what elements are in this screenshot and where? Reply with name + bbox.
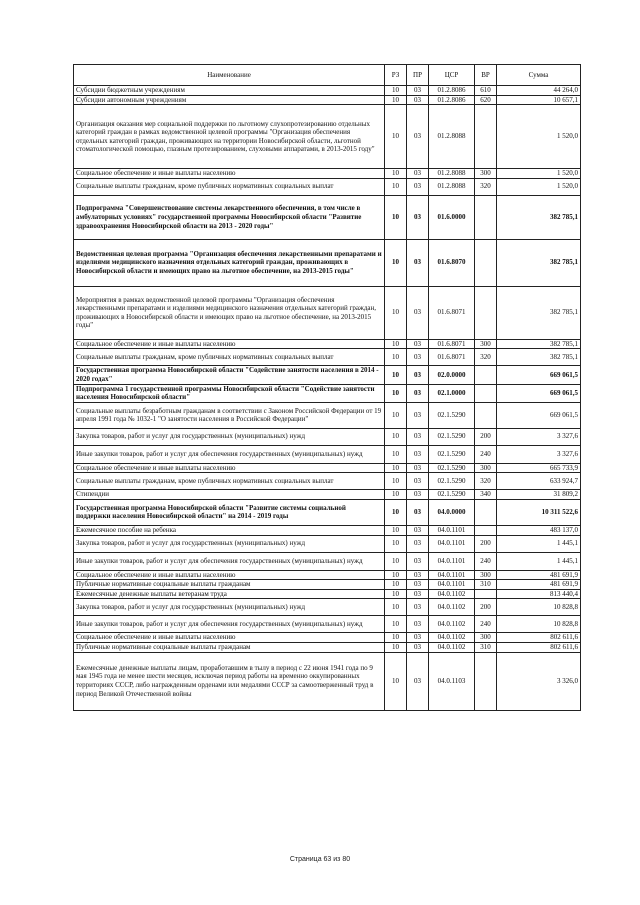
cell-sum: 1 520,0 [497, 178, 581, 195]
cell-rz: 10 [385, 570, 407, 580]
cell-rz: 10 [385, 402, 407, 428]
table-header-row [74, 65, 581, 86]
cell-rz: 10 [385, 499, 407, 525]
cell-pr: 03 [407, 402, 429, 428]
cell-vr [475, 589, 497, 599]
cell-rz: 10 [385, 86, 407, 96]
table-row [74, 490, 581, 500]
cell-csr: 02.1.5290 [429, 473, 475, 490]
cell-sum: 1 445,1 [497, 535, 581, 552]
table-row [74, 384, 581, 402]
cell-rz: 10 [385, 599, 407, 616]
cell-pr: 03 [407, 580, 429, 590]
cell-rz: 10 [385, 239, 407, 286]
cell-name: Государственная программа Новосибирской области "Содействие занятости населения в 2014 - 2020 годах" [74, 366, 385, 384]
cell-name: Закупка товаров, работ и услуг для государственных (муниципальных) нужд [74, 535, 385, 552]
cell-sum: 3 326,0 [497, 652, 581, 710]
cell-rz: 10 [385, 286, 407, 339]
cell-csr: 04.0.1101 [429, 525, 475, 535]
cell-rz: 10 [385, 525, 407, 535]
cell-pr: 03 [407, 384, 429, 402]
cell-vr [475, 525, 497, 535]
cell-csr: 02.1.5290 [429, 445, 475, 463]
table-row [74, 169, 581, 179]
cell-name: Социальные выплаты безработным гражданам в соответствии с Законом Российской Федерации от 19 апреля 1991 года № 1032-1 "О занятости населения в Российской Федерации" [74, 402, 385, 428]
cell-csr: 01.2.8086 [429, 86, 475, 96]
cell-pr: 03 [407, 169, 429, 179]
cell-pr: 03 [407, 589, 429, 599]
cell-csr: 02.1.5290 [429, 402, 475, 428]
cell-name: Стипендии [74, 490, 385, 500]
cell-rz: 10 [385, 428, 407, 445]
cell-pr: 03 [407, 349, 429, 366]
table-row [74, 599, 581, 616]
table-row [74, 535, 581, 552]
table-row [74, 178, 581, 195]
cell-sum: 633 924,7 [497, 473, 581, 490]
cell-csr: 04.0.1101 [429, 580, 475, 590]
cell-pr: 03 [407, 535, 429, 552]
cell-name: Мероприятия в рамках ведомственной целевой программы "Организация обеспечения лекарственными препаратами и изделиями медицинского назначения отдельных категорий граждан, проживающих в Новосибирской области и имеющих право на льготное обеспечение, на 2013-2015 годы" [74, 286, 385, 339]
table-row [74, 366, 581, 384]
cell-rz: 10 [385, 384, 407, 402]
cell-vr: 320 [475, 473, 497, 490]
table-body [74, 86, 581, 711]
header-pr: ПР [407, 65, 429, 86]
cell-csr: 04.0.1102 [429, 642, 475, 652]
cell-vr: 200 [475, 428, 497, 445]
table-row [74, 616, 581, 633]
cell-sum: 31 809,2 [497, 490, 581, 500]
cell-name: Социальные выплаты гражданам, кроме публичных нормативных социальных выплат [74, 349, 385, 366]
cell-vr: 240 [475, 616, 497, 633]
cell-sum: 813 440,4 [497, 589, 581, 599]
cell-rz: 10 [385, 195, 407, 239]
cell-pr: 03 [407, 652, 429, 710]
cell-vr: 310 [475, 642, 497, 652]
cell-pr: 03 [407, 552, 429, 570]
header-vr: ВР [475, 65, 497, 86]
cell-vr [475, 402, 497, 428]
cell-csr: 04.0.1102 [429, 589, 475, 599]
cell-name: Социальное обеспечение и иные выплаты населению [74, 570, 385, 580]
cell-pr: 03 [407, 239, 429, 286]
cell-sum: 382 785,1 [497, 239, 581, 286]
cell-vr: 300 [475, 463, 497, 473]
cell-name: Ведомственная целевая программа "Организация обеспечения лекарственными препаратами и изделиями медицинского назначения отдельных категорий граждан, проживающих в Новосибирской области и имеющих право на льготное обеспечение, на 2013-2015 годы" [74, 239, 385, 286]
cell-csr: 01.6.8071 [429, 349, 475, 366]
cell-rz: 10 [385, 552, 407, 570]
cell-vr [475, 105, 497, 169]
cell-pr: 03 [407, 570, 429, 580]
cell-csr: 04.0.1101 [429, 535, 475, 552]
cell-pr: 03 [407, 428, 429, 445]
table-row [74, 95, 581, 105]
table-row [74, 525, 581, 535]
cell-rz: 10 [385, 463, 407, 473]
cell-vr [475, 499, 497, 525]
table-row [74, 652, 581, 710]
cell-name: Социальные выплаты гражданам, кроме публичных нормативных социальных выплат [74, 473, 385, 490]
table-row [74, 195, 581, 239]
table-row [74, 445, 581, 463]
cell-csr: 04.0.1102 [429, 616, 475, 633]
cell-name: Социальное обеспечение и иные выплаты населению [74, 633, 385, 643]
cell-csr: 04.0.1103 [429, 652, 475, 710]
cell-sum: 382 785,1 [497, 339, 581, 349]
cell-csr: 02.1.0000 [429, 384, 475, 402]
cell-pr: 03 [407, 633, 429, 643]
cell-rz: 10 [385, 616, 407, 633]
cell-pr: 03 [407, 490, 429, 500]
cell-name: Подпрограмма 1 государственной программы Новосибирской области "Содействие занятости населения Новосибирской области" [74, 384, 385, 402]
table-row [74, 473, 581, 490]
cell-rz: 10 [385, 589, 407, 599]
cell-csr: 01.6.8070 [429, 239, 475, 286]
cell-name: Подпрограмма "Совершенствование системы лекарственного обеспечения, в том числе в амбулаторных условиях" государственной программы Новосибирской области "Развитие здравоохранения Новосибирской области на 2013 - 2020 годы" [74, 195, 385, 239]
table-row [74, 589, 581, 599]
cell-csr: 04.0.0000 [429, 499, 475, 525]
cell-sum: 669 061,5 [497, 402, 581, 428]
table-row [74, 349, 581, 366]
cell-pr: 03 [407, 86, 429, 96]
cell-rz: 10 [385, 339, 407, 349]
cell-csr: 01.2.8086 [429, 95, 475, 105]
cell-rz: 10 [385, 178, 407, 195]
cell-vr: 200 [475, 535, 497, 552]
cell-sum: 10 311 522,6 [497, 499, 581, 525]
cell-vr: 310 [475, 580, 497, 590]
cell-pr: 03 [407, 195, 429, 239]
cell-name: Публичные нормативные социальные выплаты гражданам [74, 580, 385, 590]
cell-sum: 802 611,6 [497, 642, 581, 652]
cell-sum: 802 611,6 [497, 633, 581, 643]
cell-sum: 3 327,6 [497, 428, 581, 445]
cell-vr [475, 652, 497, 710]
cell-csr: 02.1.5290 [429, 490, 475, 500]
cell-name: Государственная программа Новосибирской области "Развитие системы социальной поддержки населения Новосибирской области" на 2014 - 2019 годы [74, 499, 385, 525]
cell-rz: 10 [385, 445, 407, 463]
cell-name: Иные закупки товаров, работ и услуг для обеспечения государственных (муниципальных) нужд [74, 616, 385, 633]
cell-csr: 02.1.5290 [429, 428, 475, 445]
cell-sum: 44 264,0 [497, 86, 581, 96]
cell-csr: 01.2.8088 [429, 169, 475, 179]
cell-sum: 10 828,8 [497, 616, 581, 633]
cell-vr: 620 [475, 95, 497, 105]
cell-csr: 01.6.8071 [429, 286, 475, 339]
table-row [74, 402, 581, 428]
cell-sum: 382 785,1 [497, 195, 581, 239]
cell-rz: 10 [385, 95, 407, 105]
cell-pr: 03 [407, 339, 429, 349]
cell-vr: 240 [475, 552, 497, 570]
cell-vr [475, 384, 497, 402]
cell-sum: 669 061,5 [497, 384, 581, 402]
cell-name: Социальное обеспечение и иные выплаты населению [74, 169, 385, 179]
cell-vr [475, 366, 497, 384]
cell-rz: 10 [385, 633, 407, 643]
cell-pr: 03 [407, 105, 429, 169]
cell-pr: 03 [407, 286, 429, 339]
header-sum: Сумма [497, 65, 581, 86]
cell-sum: 481 691,9 [497, 570, 581, 580]
cell-csr: 04.0.1101 [429, 570, 475, 580]
table-row [74, 552, 581, 570]
cell-rz: 10 [385, 490, 407, 500]
cell-sum: 665 733,9 [497, 463, 581, 473]
cell-csr: 04.0.1101 [429, 552, 475, 570]
cell-pr: 03 [407, 445, 429, 463]
cell-vr: 610 [475, 86, 497, 96]
cell-csr: 04.0.1102 [429, 633, 475, 643]
cell-csr: 01.2.8088 [429, 178, 475, 195]
cell-name: Публичные нормативные социальные выплаты гражданам [74, 642, 385, 652]
cell-vr: 200 [475, 599, 497, 616]
cell-vr: 340 [475, 490, 497, 500]
cell-name: Ежемесячные денежные выплаты лицам, проработавшим в тылу в период с 22 июня 1941 года по 9 мая 1945 года не менее шести месяцев, исключая период работы на временно оккупированных территориях СССР, либо награжденным орденами или медалями СССР за самоотверженный труд в период Великой Отечественной войны [74, 652, 385, 710]
table-row [74, 239, 581, 286]
cell-vr [475, 239, 497, 286]
cell-sum: 10 828,8 [497, 599, 581, 616]
cell-vr: 300 [475, 633, 497, 643]
table-row [74, 499, 581, 525]
cell-csr: 02.1.5290 [429, 463, 475, 473]
page-number: Страница 63 из 80 [289, 856, 351, 863]
cell-name: Ежемесячные денежные выплаты ветеранам труда [74, 589, 385, 599]
cell-vr: 320 [475, 178, 497, 195]
table-row [74, 428, 581, 445]
cell-name: Социальное обеспечение и иные выплаты населению [74, 463, 385, 473]
cell-name: Иные закупки товаров, работ и услуг для обеспечения государственных (муниципальных) нужд [74, 552, 385, 570]
cell-name: Закупка товаров, работ и услуг для государственных (муниципальных) нужд [74, 428, 385, 445]
cell-pr: 03 [407, 473, 429, 490]
table-row [74, 86, 581, 96]
cell-rz: 10 [385, 580, 407, 590]
cell-csr: 01.6.0000 [429, 195, 475, 239]
cell-name: Субсидии автономным учреждениям [74, 95, 385, 105]
cell-rz: 10 [385, 349, 407, 366]
cell-sum: 1 520,0 [497, 169, 581, 179]
table-row [74, 642, 581, 652]
table-row [74, 633, 581, 643]
cell-rz: 10 [385, 473, 407, 490]
cell-pr: 03 [407, 178, 429, 195]
cell-vr: 300 [475, 570, 497, 580]
cell-sum: 669 061,5 [497, 366, 581, 384]
cell-sum: 1 445,1 [497, 552, 581, 570]
cell-pr: 03 [407, 525, 429, 535]
cell-rz: 10 [385, 535, 407, 552]
cell-vr: 300 [475, 169, 497, 179]
cell-name: Ежемесячное пособие на ребенка [74, 525, 385, 535]
cell-vr: 320 [475, 349, 497, 366]
cell-vr [475, 286, 497, 339]
cell-csr: 04.0.1102 [429, 599, 475, 616]
cell-name: Закупка товаров, работ и услуг для государственных (муниципальных) нужд [74, 599, 385, 616]
header-csr: ЦСР [429, 65, 475, 86]
table-row [74, 286, 581, 339]
cell-pr: 03 [407, 499, 429, 525]
cell-rz: 10 [385, 366, 407, 384]
cell-vr: 300 [475, 339, 497, 349]
table-row [74, 570, 581, 580]
cell-pr: 03 [407, 463, 429, 473]
cell-name: Организация оказания мер социальной поддержки по льготному слухопротезированию отдельных категорий граждан в рамках ведомственной целевой программы "Организация обеспечения отдельных категорий граждан, проживающих на территории Новосибирской области, льготной стоматологической помощью, глазным протезированием, слуховыми аппаратами, в 2013-2015 году" [74, 105, 385, 169]
header-name: Наименование [74, 65, 385, 86]
cell-vr [475, 195, 497, 239]
cell-name: Субсидии бюджетным учреждениям [74, 86, 385, 96]
cell-rz: 10 [385, 105, 407, 169]
cell-pr: 03 [407, 95, 429, 105]
cell-sum: 10 657,1 [497, 95, 581, 105]
cell-name: Иные закупки товаров, работ и услуг для обеспечения государственных (муниципальных) нужд [74, 445, 385, 463]
budget-table [73, 64, 581, 711]
cell-vr: 240 [475, 445, 497, 463]
cell-csr: 01.6.8071 [429, 339, 475, 349]
cell-rz: 10 [385, 169, 407, 179]
cell-sum: 3 327,6 [497, 445, 581, 463]
table-row [74, 463, 581, 473]
table-row [74, 105, 581, 169]
cell-pr: 03 [407, 642, 429, 652]
header-rz: РЗ [385, 65, 407, 86]
cell-csr: 01.2.8088 [429, 105, 475, 169]
cell-pr: 03 [407, 599, 429, 616]
table-row [74, 580, 581, 590]
cell-rz: 10 [385, 652, 407, 710]
cell-sum: 382 785,1 [497, 286, 581, 339]
cell-pr: 03 [407, 616, 429, 633]
cell-pr: 03 [407, 366, 429, 384]
cell-sum: 483 137,0 [497, 525, 581, 535]
cell-sum: 481 691,9 [497, 580, 581, 590]
table-row [74, 339, 581, 349]
cell-csr: 02.0.0000 [429, 366, 475, 384]
cell-sum: 1 520,0 [497, 105, 581, 169]
cell-sum: 382 785,1 [497, 349, 581, 366]
cell-name: Социальное обеспечение и иные выплаты населению [74, 339, 385, 349]
cell-name: Социальные выплаты гражданам, кроме публичных нормативных социальных выплат [74, 178, 385, 195]
cell-rz: 10 [385, 642, 407, 652]
